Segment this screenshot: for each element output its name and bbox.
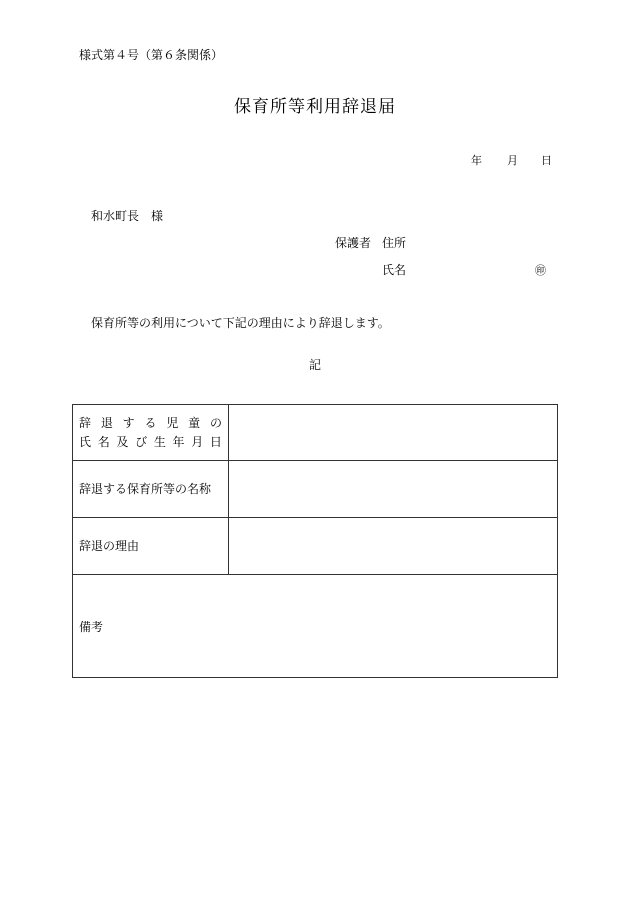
seal-mark: ㊞	[535, 264, 546, 277]
child-info-label	[73, 405, 229, 461]
table-row-remarks	[73, 575, 558, 678]
date-month-label: 月	[507, 154, 518, 167]
facility-name-label: 辞退する保育所等の名称	[73, 461, 229, 518]
document-title: 保育所等利用辞退届	[234, 97, 396, 117]
label-char: 児	[166, 415, 179, 430]
facility-name-field[interactable]	[229, 461, 558, 518]
table-row-facility-name	[73, 461, 558, 518]
date-day-label: 日	[541, 154, 552, 167]
withdrawal-form-table	[72, 404, 558, 678]
label-char: の	[209, 415, 222, 430]
date-year-label: 年	[471, 154, 482, 167]
label-char: す	[122, 415, 135, 430]
label-char: 名	[97, 434, 110, 449]
label-char: 童	[188, 415, 201, 430]
ki-heading: 記	[308, 358, 321, 372]
guardian-label: 保護者	[335, 236, 372, 250]
label-char: 辞	[79, 415, 92, 430]
remarks-label: 備考	[79, 619, 104, 634]
child-info-field[interactable]	[229, 405, 558, 461]
label-char: 年	[172, 434, 185, 449]
label-char: 及	[116, 434, 129, 449]
label-char: 氏	[79, 434, 92, 449]
label-char: 月	[191, 434, 204, 449]
statement-text: 保育所等の利用について下記の理由により辞退します。	[91, 316, 390, 330]
reason-label: 辞退の理由	[73, 518, 229, 575]
address-label: 住所	[382, 236, 407, 250]
reason-field[interactable]	[229, 518, 558, 575]
child-info-line2	[79, 433, 222, 452]
label-char: 日	[209, 434, 222, 449]
label-char: 生	[153, 434, 166, 449]
form-number: 様式第４号（第６条関係）	[79, 48, 224, 62]
table-row-child-info	[73, 405, 558, 461]
name-label: 氏名	[382, 263, 407, 277]
child-info-line1	[79, 414, 222, 433]
table-row-reason	[73, 518, 558, 575]
remarks-field[interactable]	[73, 575, 558, 678]
label-char: び	[135, 434, 148, 449]
label-char: 退	[100, 415, 113, 430]
addressee: 和水町長 様	[91, 209, 164, 223]
label-char: る	[144, 415, 157, 430]
